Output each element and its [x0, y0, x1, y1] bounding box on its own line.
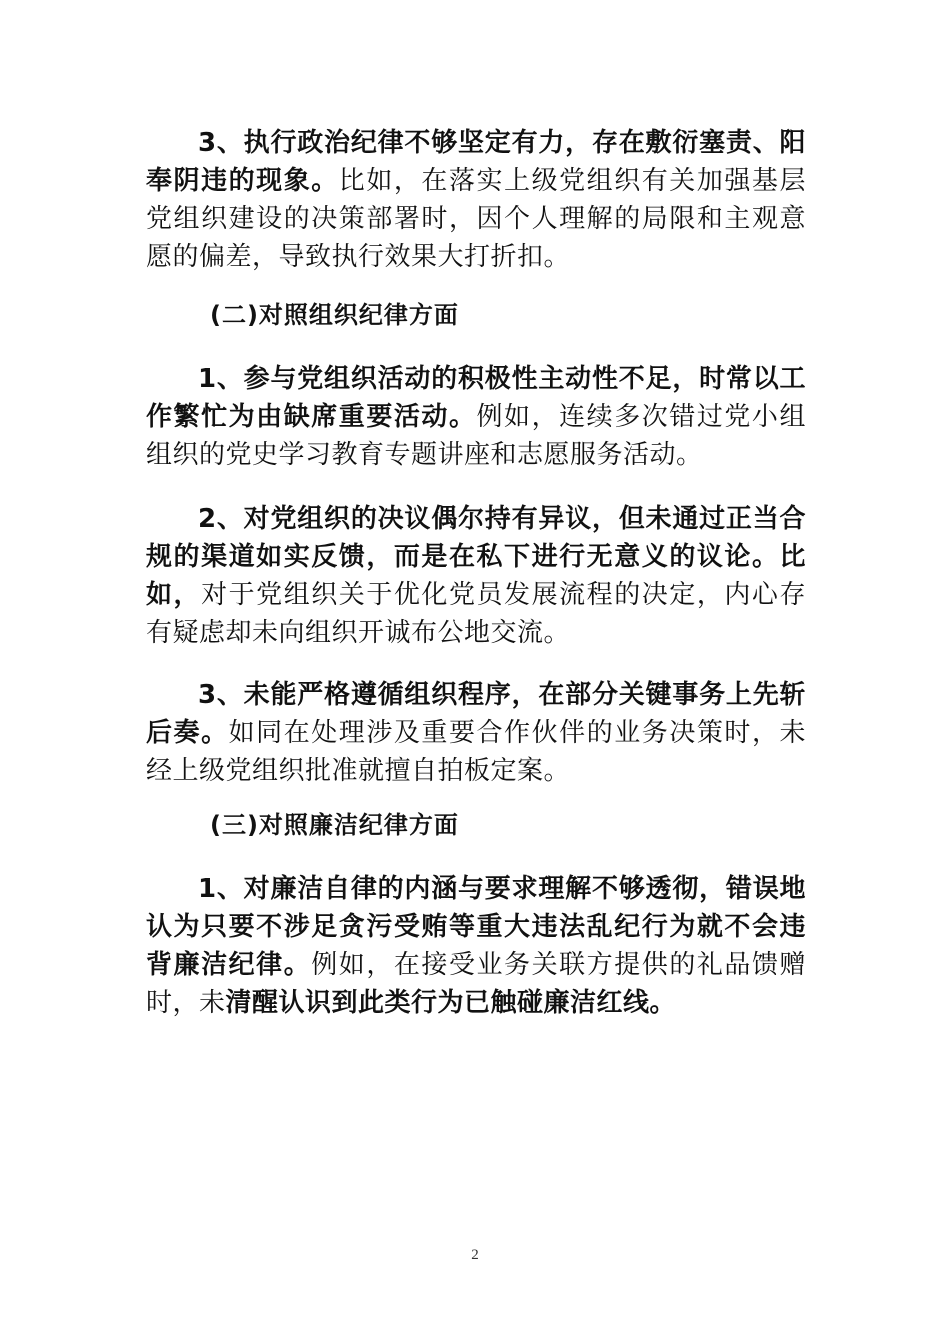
paragraph-lead: 1、参与党组织活动的积极性主动性不足，时常以工作繁忙为由缺席重要活动。: [146, 364, 806, 432]
section-heading-organization: (二)对照组织纪律方面: [210, 301, 459, 329]
paragraph-lead: 3、执行政治纪律不够坚定有力，存在敷衍塞责、阳奉阴违的现象。: [146, 128, 806, 196]
paragraph-body: 如同在处理涉及重要合作伙伴的业务决策时，未经上级党组织批准就擅自拍板定案。: [146, 718, 806, 786]
paragraph-organization-3: [146, 676, 806, 790]
section-heading-integrity: (三)对照廉洁纪律方面: [210, 811, 459, 839]
paragraph-body: 对于党组织关于优化党员发展流程的决定，内心存有疑虑却未向组织开诚布公地交流。: [146, 580, 806, 648]
paragraph-lead: 3、未能严格遵循组织程序，在部分关键事务上先斩后奏。: [146, 680, 806, 748]
paragraph-organization-1: [146, 360, 806, 474]
paragraph-body: 例如，在接受业务关联方提供的礼品馈赠时，未: [146, 950, 806, 1018]
paragraph-organization-2: [146, 500, 806, 652]
paragraph-body: 例如，连续多次错过党小组组织的党史学习教育专题讲座和志愿服务活动。: [146, 402, 806, 470]
paragraph-body: 比如，在落实上级党组织有关加强基层党组织建设的决策部署时，因个人理解的局限和主观意愿的偏差，导致执行效果大打折扣。: [146, 166, 806, 272]
paragraph-lead: 1、对廉洁自律的内涵与要求理解不够透彻，错误地认为只要不涉足贪污受贿等重大违法乱纪行为就不会违背廉洁纪律。: [146, 874, 806, 980]
paragraph-integrity-1: [146, 870, 806, 1022]
paragraph-tail: 清醒认识到此类行为已触碰廉洁红线。: [225, 988, 677, 1018]
paragraph-political-3: [146, 124, 806, 276]
page-number: 2: [471, 1247, 479, 1263]
paragraph-lead: 2、对党组织的决议偶尔持有异议，但未通过正当合规的渠道如实反馈，而是在私下进行无意义的议论。比如，: [146, 504, 806, 610]
